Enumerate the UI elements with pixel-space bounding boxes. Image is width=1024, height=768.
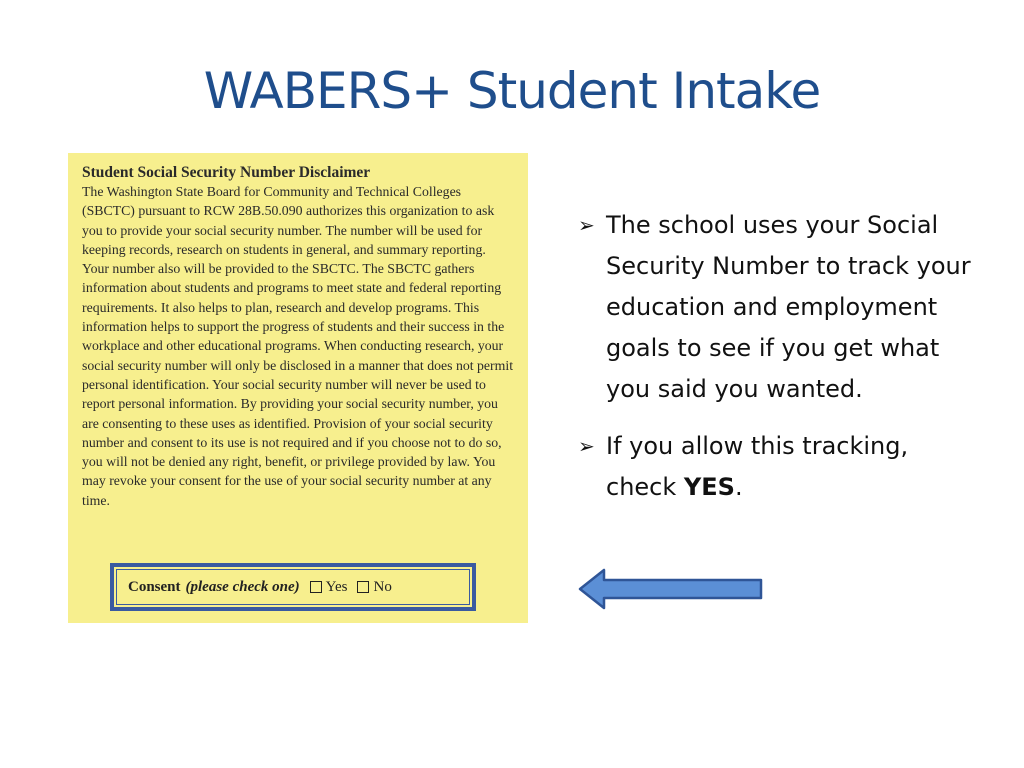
arrowhead-bullet-icon: ➢	[578, 213, 595, 237]
bullet-text	[606, 426, 978, 508]
consent-hint: (please check one)	[185, 578, 300, 595]
no-checkbox[interactable]	[357, 581, 369, 593]
bullet-text-prefix: If you allow this tracking, check	[606, 432, 909, 501]
yes-emphasis: YES	[683, 473, 735, 501]
disclaimer-body: The Washington State Board for Community and Technical Colleges (SBCTC) pursuant to RCW 28B.50.090 authorizes this organization to ask you to provide your social security number. The number will be used for keeping records, research on students in general, and summary reporting. Your number also will be provided to the SBCTC. The SBCTC gathers information about students and programs to meet state and federal reporting requirements. It also helps to plan, research and develop programs. This information helps to support the progress of students and their success in the workplace and other educational programs. When conducting research, your social security number will only be disclosed in a manner that does not permit personal identification. Your social security number will never be used to report personal information. By providing your social security number, you are consenting to these uses as identified. Provision of your social security number and consent to its use is not required and if you choose not to do so, you will not be denied any right, benefit, or privilege provided by law. You may revoke your consent for the use of your social security number at any time.	[82, 184, 514, 508]
disclaimer-document	[68, 153, 528, 623]
bullet-text-suffix: .	[734, 473, 743, 501]
left-arrow-shape	[580, 570, 761, 608]
bullet-list	[578, 205, 978, 524]
yes-option-label: Yes	[325, 578, 348, 595]
yes-checkbox[interactable]	[310, 581, 322, 593]
consent-box	[110, 563, 476, 611]
bullet-text: The school uses your Social Security Number to track your education and employment goals to see if you get what you said you wanted.	[606, 211, 971, 403]
bullet-item	[578, 205, 978, 410]
consent-label: Consent	[128, 578, 181, 595]
disclaimer-heading: Student Social Security Number Disclaimer	[82, 164, 371, 181]
no-option-label: No	[373, 578, 392, 595]
left-arrow-icon	[578, 568, 764, 610]
slide-title: WABERS+ Student Intake	[203, 62, 821, 120]
arrowhead-bullet-icon: ➢	[578, 434, 595, 458]
bullet-item	[578, 426, 978, 508]
